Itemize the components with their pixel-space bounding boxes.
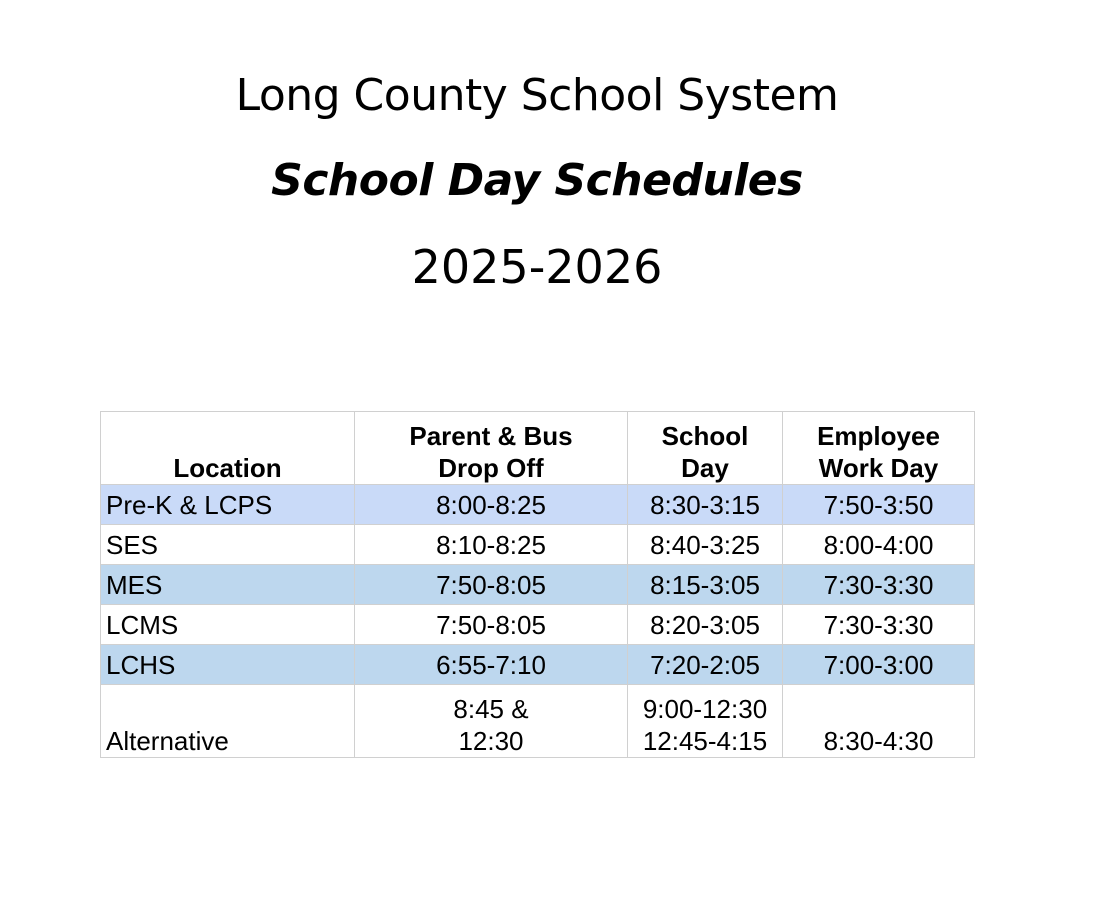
cell-school-day: 8:40-3:25 [628, 525, 783, 565]
header-line: Drop Off [438, 453, 544, 483]
cell-dropoff: 8:00-8:25 [355, 485, 628, 525]
table-row [101, 645, 975, 685]
cell-school-day: 8:20-3:05 [628, 605, 783, 645]
cell-dropoff: 8:10-8:25 [355, 525, 628, 565]
cell-work-day: 7:30-3:30 [783, 605, 975, 645]
cell-line: 12:30 [458, 726, 524, 756]
table-row [101, 485, 975, 525]
cell-dropoff [355, 685, 628, 758]
table-row [101, 565, 975, 605]
page-title: School Day Schedules [271, 155, 803, 206]
cell-location: MES [101, 565, 355, 605]
cell-dropoff: 6:55-7:10 [355, 645, 628, 685]
cell-work-day: 7:30-3:30 [783, 565, 975, 605]
table-row [101, 685, 975, 758]
cell-school-day [628, 685, 783, 758]
cell-location: Alternative [101, 685, 355, 758]
cell-work-day: 7:00-3:00 [783, 645, 975, 685]
school-year: 2025-2026 [411, 240, 663, 294]
header-line: Parent & Bus [409, 421, 573, 451]
header-line: School [661, 421, 749, 451]
header-row [101, 412, 975, 485]
column-header-work-day [783, 412, 975, 485]
cell-location: LCHS [101, 645, 355, 685]
schedule-table [100, 411, 975, 758]
cell-location: Pre-K & LCPS [101, 485, 355, 525]
header-line: Location [173, 453, 282, 483]
header-line: Day [681, 453, 729, 483]
cell-line: 9:00-12:30 [642, 694, 768, 724]
cell-line: 12:45-4:15 [642, 726, 768, 756]
cell-dropoff: 7:50-8:05 [355, 565, 628, 605]
org-title: Long County School System [235, 70, 839, 121]
cell-school-day: 8:15-3:05 [628, 565, 783, 605]
cell-line: 8:45 & [453, 694, 529, 724]
cell-location: SES [101, 525, 355, 565]
cell-work-day: 8:00-4:00 [783, 525, 975, 565]
cell-school-day: 7:20-2:05 [628, 645, 783, 685]
header-line: Employee [817, 421, 940, 451]
table-row [101, 605, 975, 645]
cell-work-day: 8:30-4:30 [783, 685, 975, 758]
column-header-location [101, 412, 355, 485]
cell-school-day: 8:30-3:15 [628, 485, 783, 525]
column-header-dropoff [355, 412, 628, 485]
cell-location: LCMS [101, 605, 355, 645]
cell-work-day: 7:50-3:50 [783, 485, 975, 525]
header-line: Work Day [818, 453, 939, 483]
table-row [101, 525, 975, 565]
cell-dropoff: 7:50-8:05 [355, 605, 628, 645]
column-header-school-day [628, 412, 783, 485]
